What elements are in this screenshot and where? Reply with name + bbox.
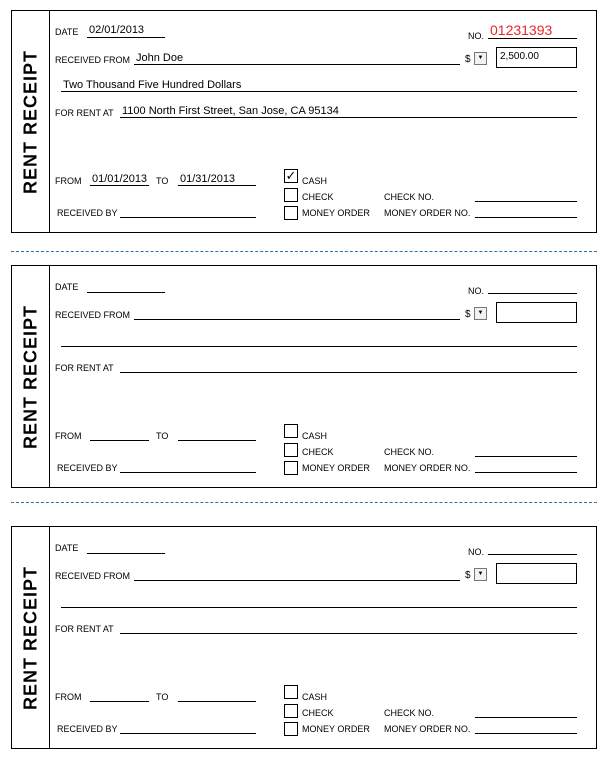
to-label: TO <box>156 431 169 441</box>
cash-label: CASH <box>302 176 328 186</box>
received-from-line[interactable] <box>134 319 460 320</box>
from-label: FROM <box>55 176 82 186</box>
cash-label: CASH <box>302 692 328 702</box>
receipt-number-line[interactable] <box>488 554 577 555</box>
from-date-line[interactable] <box>90 440 149 441</box>
cut-line-separator <box>11 502 597 503</box>
to-date-line[interactable] <box>178 185 256 186</box>
money-order-checkbox[interactable] <box>284 206 298 220</box>
for-rent-at-label: FOR RENT AT <box>55 108 114 118</box>
for-rent-at-label: FOR RENT AT <box>55 363 114 373</box>
currency-dropdown-icon[interactable]: ▼ <box>474 52 487 65</box>
amount-input[interactable]: 2,500.00 <box>496 47 577 68</box>
currency-symbol: $ <box>465 54 471 65</box>
rent-receipt <box>11 526 597 749</box>
money-order-label: MONEY ORDER <box>302 208 370 218</box>
money-order-checkbox[interactable] <box>284 461 298 475</box>
check-number-line[interactable] <box>475 456 577 457</box>
cash-checkbox[interactable]: ✓ <box>285 168 297 183</box>
currency-symbol: $ <box>465 570 471 581</box>
money-order-number-line[interactable] <box>475 472 577 473</box>
receipt-number-label: NO. <box>468 31 485 41</box>
for-rent-at-label: FOR RENT AT <box>55 624 114 634</box>
money-order-number-label: MONEY ORDER NO. <box>384 208 471 218</box>
to-date-value: 01/31/2013 <box>180 173 236 185</box>
to-label: TO <box>156 692 169 702</box>
money-order-number-label: MONEY ORDER NO. <box>384 463 471 473</box>
currency-dropdown-icon[interactable]: ▼ <box>474 568 487 581</box>
date-field-line[interactable] <box>87 37 165 38</box>
check-checkbox[interactable] <box>284 443 298 457</box>
receipt-number-line[interactable] <box>488 293 577 294</box>
receipt-number-value: 01231393 <box>490 22 553 38</box>
check-number-label: CHECK NO. <box>384 447 435 457</box>
money-order-number-line[interactable] <box>475 217 577 218</box>
received-from-label: RECEIVED FROM <box>55 571 131 581</box>
check-label: CHECK <box>302 708 334 718</box>
received-by-line[interactable] <box>120 733 256 734</box>
amount-in-words-line[interactable] <box>61 607 577 608</box>
to-label: TO <box>156 176 169 186</box>
for-rent-at-line[interactable] <box>120 117 577 118</box>
from-date-line[interactable] <box>90 185 149 186</box>
cash-checkbox[interactable] <box>284 685 298 699</box>
from-date-value: 01/01/2013 <box>92 173 148 185</box>
receipt-side-panel <box>12 527 50 748</box>
receipt-side-panel <box>12 266 50 487</box>
money-order-label: MONEY ORDER <box>302 724 370 734</box>
amount-in-words-line[interactable] <box>61 91 577 92</box>
received-by-line[interactable] <box>120 217 256 218</box>
check-checkbox[interactable] <box>284 704 298 718</box>
money-order-number-line[interactable] <box>475 733 577 734</box>
receipt-number-line[interactable] <box>488 38 577 39</box>
amount-in-words-value: Two Thousand Five Hundred Dollars <box>63 79 242 91</box>
rent-receipt <box>11 10 597 233</box>
date-label: DATE <box>55 27 79 37</box>
check-number-line[interactable] <box>475 717 577 718</box>
money-order-number-label: MONEY ORDER NO. <box>384 724 471 734</box>
amount-input[interactable] <box>496 563 577 584</box>
for-rent-at-line[interactable] <box>120 372 577 373</box>
received-by-line[interactable] <box>120 472 256 473</box>
check-label: CHECK <box>302 192 334 202</box>
date-label: DATE <box>55 543 79 553</box>
money-order-checkbox[interactable] <box>284 722 298 736</box>
check-checkbox[interactable] <box>284 188 298 202</box>
date-field-line[interactable] <box>87 292 165 293</box>
receipt-title: RENT RECEIPT <box>20 304 40 449</box>
received-from-line[interactable] <box>134 580 460 581</box>
amount-input[interactable] <box>496 302 577 323</box>
to-date-line[interactable] <box>178 440 256 441</box>
received-by-label: RECEIVED BY <box>57 208 118 218</box>
receipt-number-label: NO. <box>468 286 485 296</box>
check-number-label: CHECK NO. <box>384 192 435 202</box>
received-by-label: RECEIVED BY <box>57 724 118 734</box>
receipt-side-panel <box>12 11 50 232</box>
received-from-label: RECEIVED FROM <box>55 310 131 320</box>
check-number-line[interactable] <box>475 201 577 202</box>
cash-checkbox[interactable] <box>284 424 298 438</box>
check-number-label: CHECK NO. <box>384 708 435 718</box>
receipt-number-label: NO. <box>468 547 485 557</box>
received-from-line[interactable] <box>134 64 460 65</box>
from-date-line[interactable] <box>90 701 149 702</box>
currency-dropdown-icon[interactable]: ▼ <box>474 307 487 320</box>
check-label: CHECK <box>302 447 334 457</box>
cut-line-separator <box>11 251 597 252</box>
date-label: DATE <box>55 282 79 292</box>
from-label: FROM <box>55 431 82 441</box>
amount-in-words-line[interactable] <box>61 346 577 347</box>
received-from-label: RECEIVED FROM <box>55 55 131 65</box>
for-rent-at-value: 1100 North First Street, San Jose, CA 95134 <box>122 105 339 117</box>
to-date-line[interactable] <box>178 701 256 702</box>
for-rent-at-line[interactable] <box>120 633 577 634</box>
currency-symbol: $ <box>465 309 471 320</box>
rent-receipt <box>11 265 597 488</box>
date-field-line[interactable] <box>87 553 165 554</box>
money-order-label: MONEY ORDER <box>302 463 370 473</box>
receipt-title: RENT RECEIPT <box>20 49 40 194</box>
receipt-title: RENT RECEIPT <box>20 565 40 710</box>
date-value: 02/01/2013 <box>89 24 145 36</box>
from-label: FROM <box>55 692 82 702</box>
received-by-label: RECEIVED BY <box>57 463 118 473</box>
cash-label: CASH <box>302 431 328 441</box>
received-from-value: John Doe <box>136 52 184 64</box>
